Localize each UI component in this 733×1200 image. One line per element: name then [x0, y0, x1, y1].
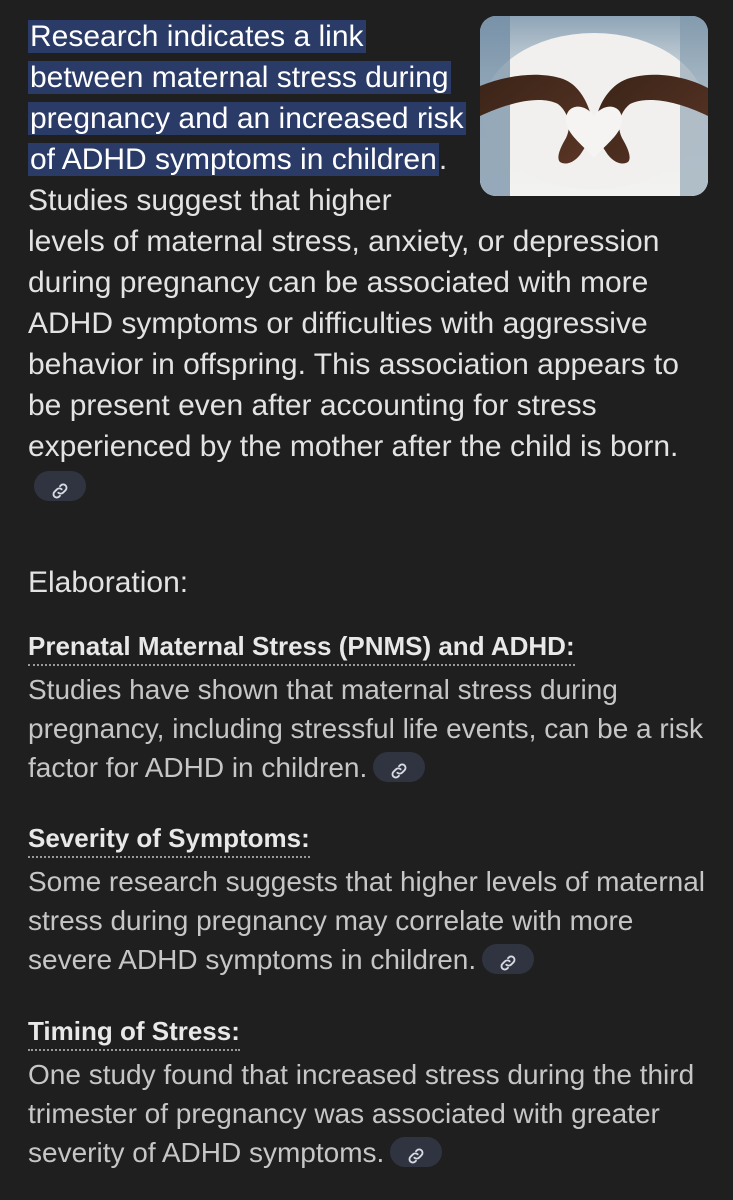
- section-title-timing[interactable]: Timing of Stress:: [28, 1013, 240, 1051]
- link-icon: [50, 481, 70, 501]
- elaboration-heading: Elaboration:: [28, 566, 189, 599]
- link-icon: [406, 1146, 426, 1166]
- source-link-button[interactable]: [34, 471, 86, 501]
- intro-paragraph: [28, 16, 708, 508]
- section-body-pnms: [28, 670, 708, 787]
- link-icon: [498, 953, 518, 973]
- source-link-button[interactable]: [390, 1137, 442, 1167]
- highlighted-text[interactable]: Research indicates a link between maternal stress during pregnancy and an increased risk of ADHD symptoms in children: [30, 20, 464, 176]
- source-link-button[interactable]: [373, 752, 425, 782]
- section-title-severity[interactable]: Severity of Symptoms:: [28, 820, 310, 858]
- section-body-text: Some research suggests that higher levels of maternal stress during pregnancy may correlate with more severe ADHD symptoms in children.: [28, 866, 706, 975]
- section-severity: [28, 820, 708, 979]
- section-body-timing: [28, 1055, 708, 1172]
- link-icon: [389, 761, 409, 781]
- pregnancy-thumbnail-image[interactable]: [480, 16, 708, 196]
- section-body-severity: [28, 862, 708, 979]
- section-body-text: One study found that increased stress during the third trimester of pregnancy was associated with greater severity of ADHD symptoms.: [28, 1059, 695, 1168]
- intro-body-text: . Studies suggest that higher levels of maternal stress, anxiety, or depression during pregnancy can be associated with more ADHD symptoms or difficulties with aggressive behavior in offspring. This association appears to be present even after accounting for stress experienced by the mother after the child is born.: [28, 143, 679, 463]
- section-title-pnms[interactable]: Prenatal Maternal Stress (PNMS) and ADHD:: [28, 628, 575, 666]
- section-body-text: Studies have shown that maternal stress during pregnancy, including stressful life events, can be a risk factor for ADHD in children.: [28, 674, 703, 783]
- source-link-button[interactable]: [482, 944, 534, 974]
- section-pnms: [28, 628, 708, 787]
- pregnant-belly-heart-hands-image: [480, 16, 708, 196]
- section-timing: [28, 1013, 708, 1172]
